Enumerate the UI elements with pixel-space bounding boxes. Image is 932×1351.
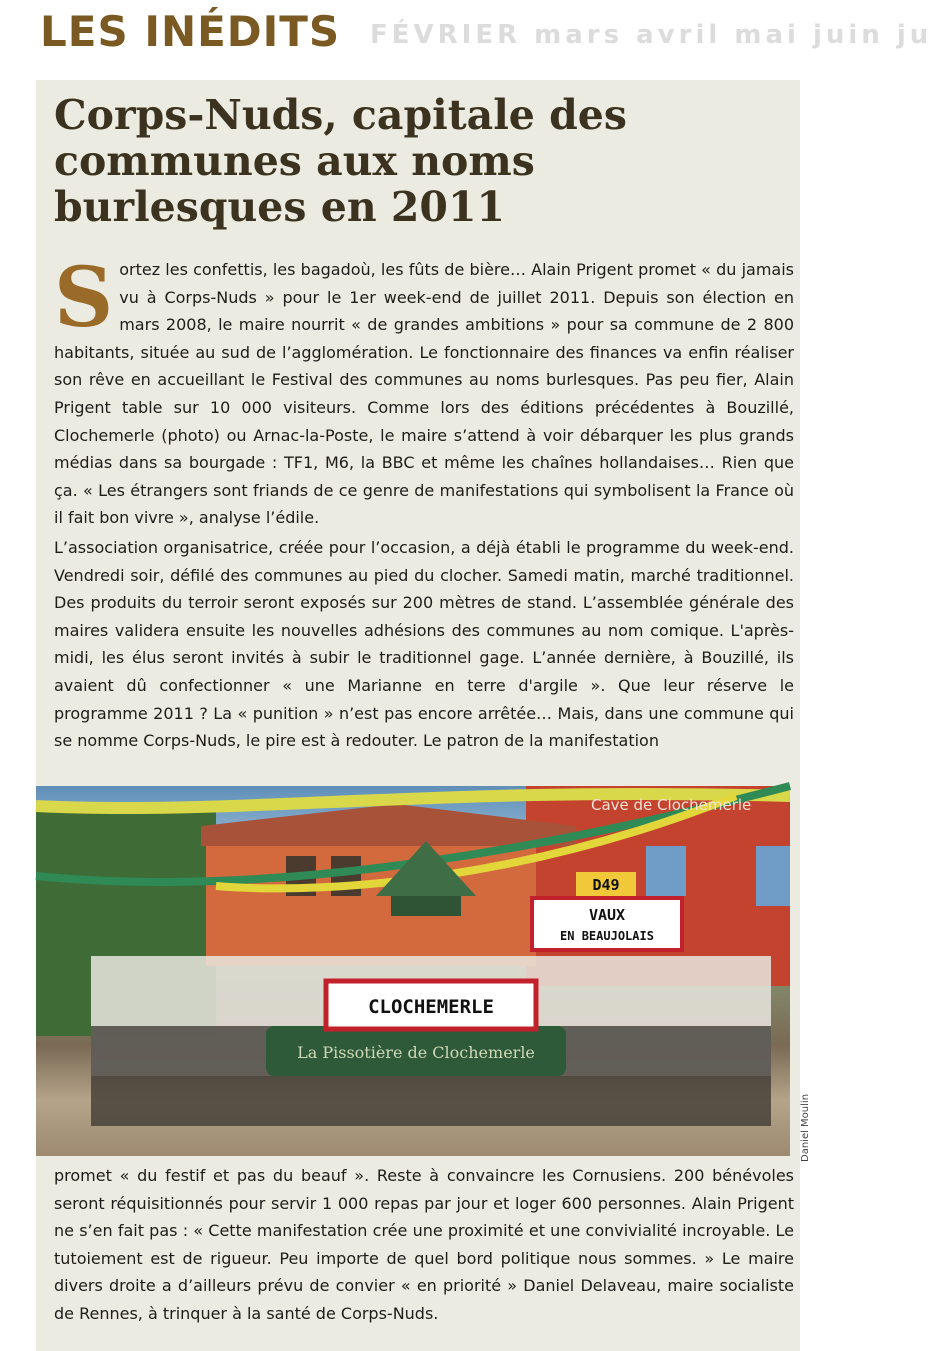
intro-text: ortez les confettis, les bagadoù, les fûts de bière… Alain Prigent promet « du jamais vu à Corps-Nuds » pour le 1er week-end de juillet 2011. Depuis son élection en mars 2008, le maire nourrit « de grandes ambitions » pour sa commune de 2 800 habitants, située au sud de l’agglomération. Le fonctionnaire des finances va enfin réaliser son rêve en accueillant le Festival des communes au noms burlesques. Pas peu fier, Alain Prigent table sur 10 000 visiteurs. Comme lors des éditions précédentes à Bouzillé, Clochemerle (photo) ou Arnac-la-Poste, le maire s’attend à voir débarquer les plus grands médias dans sa bourgade : TF1, M6, la BBC et même les chaînes hollandaises… Rien que ça. « Les étrangers sont friands de ce genre de manifestations qui symbolisent la France où il fait bon vivre », analyse l’édile. [54, 260, 794, 528]
article-photo [36, 786, 790, 1156]
ghost-month-strip: FÉVRIER mars avril mai juin ju [370, 20, 932, 50]
d49-sign-text: D49 [592, 876, 620, 894]
third-paragraph: promet « du festif et pas du beauf ». Reste à convaincre les Cornusiens. 200 bénévoles seront réquisitionnés pour servir 1 000 repas par jour et loger 600 personnes. Alain Prigent ne s’en fait pas : « Cette manifestation crée une proximité et une convivialité incroyable. Le tutoiement est de rigueur. Peu importe de quel bord politique nous sommes. » Le maire divers droite a d’ailleurs prévu de convier « en priorité » Daniel Delaveau, maire socialiste de Rennes, à trinquer à la santé de Corps-Nuds. [54, 1166, 794, 1323]
headline: Corps-Nuds, capitale des communes aux noms burlesques en 2011 [54, 91, 627, 231]
window-blue-right [756, 846, 790, 906]
drop-cap: S [54, 250, 114, 346]
intro-paragraph [54, 250, 794, 532]
vaux-sign-line1: VAUX [588, 906, 626, 924]
second-paragraph: L’association organisatrice, créée pour l’occasion, a déjà établi le programme du week-end. Vendredi soir, défilé des communes au pied du clocher. Samedi matin, marché traditionnel. Des produits du terroir seront exposés sur 200 mètres de stand. L’assemblée générale des maires validera ensuite les nouvelles adhésions des communes au nom comique. L'après-midi, les élus seront invités à subir le traditionnel gage. L’année dernière, à Bouzillé, ils avaient dû confectionner « une Marianne en terre d'argile ». Que leur réserve le programme 2011 ? La « punition » n’est pas encore arrêtée… Mais, dans une commune qui se nomme Corps-Nuds, le pire est à redouter. Le patron de la manifestation [54, 538, 794, 751]
clochemerle-sign-text: CLOCHEMERLE [368, 996, 494, 1018]
kiosk-base [391, 896, 461, 916]
photo-credit: Daniel Moulin [800, 1093, 811, 1162]
window-blue [646, 846, 686, 896]
photo-illustration [36, 786, 790, 1156]
pissoir-lettering: La Pissotière de Clochemerle [297, 1043, 535, 1062]
section-rubric: LES INÉDITS [40, 7, 341, 56]
vaux-sign-line2: EN BEAUJOLAIS [560, 929, 654, 943]
cave-sign: Cave de Clochemerle [591, 796, 752, 814]
article-panel [36, 80, 811, 1351]
